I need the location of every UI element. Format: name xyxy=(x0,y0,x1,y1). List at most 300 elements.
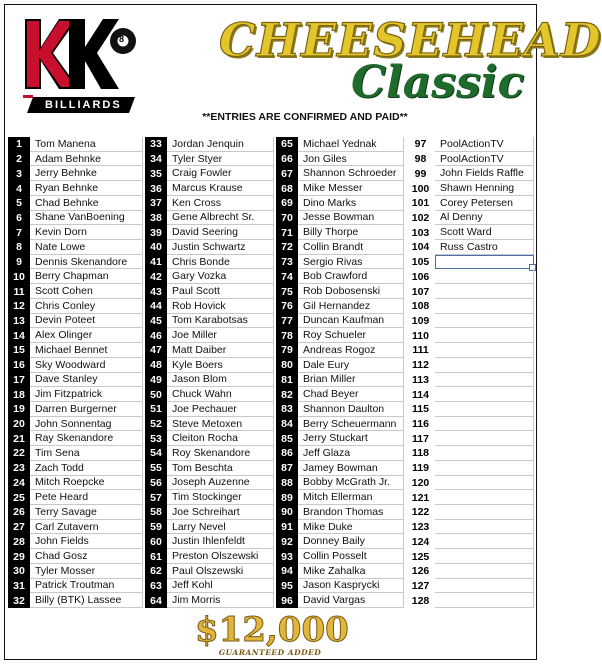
entry-row xyxy=(145,549,274,564)
entry-row xyxy=(406,137,534,152)
entry-row xyxy=(145,137,274,152)
entry-number: 26 xyxy=(8,505,30,520)
entry-number: 43 xyxy=(145,284,167,299)
entry-name-cell[interactable]: Gil Hernandez xyxy=(298,299,404,314)
entries-notice: **ENTRIES ARE CONFIRMED AND PAID** xyxy=(202,111,408,123)
entry-number: 7 xyxy=(8,225,30,240)
entry-number: 85 xyxy=(276,431,298,446)
entry-name-cell[interactable]: Chad Behnke xyxy=(30,196,143,211)
entry-row xyxy=(276,490,404,505)
entry-name-cell[interactable]: Cleiton Rocha xyxy=(167,431,274,446)
entry-number: 113 xyxy=(406,373,435,388)
entry-row xyxy=(276,166,404,181)
prize-note: GUARANTEED ADDED xyxy=(218,648,322,657)
entry-name-cell[interactable]: Sky Woodward xyxy=(30,358,143,373)
entry-name-cell[interactable]: Justin Ihlenfeldt xyxy=(167,534,274,549)
entry-row xyxy=(145,387,274,402)
entry-row xyxy=(145,314,274,329)
entry-name-cell[interactable]: Bobby McGrath Jr. xyxy=(298,476,404,491)
entry-row xyxy=(145,505,274,520)
entry-row xyxy=(145,328,274,343)
entry-row xyxy=(276,417,404,432)
entry-row xyxy=(406,152,534,167)
entry-row xyxy=(406,314,534,329)
entry-number: 76 xyxy=(276,299,298,314)
entry-number: 32 xyxy=(8,593,30,608)
entry-row xyxy=(8,402,143,417)
entry-row xyxy=(8,387,143,402)
entry-number: 75 xyxy=(276,284,298,299)
entry-name-cell[interactable]: Mitch Roepcke xyxy=(30,476,143,491)
entry-name-cell[interactable]: Jason Kasprycki xyxy=(298,579,404,594)
entry-name-cell[interactable]: Darren Burgerner xyxy=(30,402,143,417)
entry-number: 48 xyxy=(145,358,167,373)
entry-name-cell[interactable]: Dennis Skenandore xyxy=(30,255,143,270)
entry-name-cell[interactable]: Berry Scheuermann xyxy=(298,417,404,432)
entry-name-cell[interactable]: Bob Crawford xyxy=(298,269,404,284)
entry-row xyxy=(406,549,534,564)
entry-row xyxy=(145,579,274,594)
entry-name-cell[interactable]: Collin Posselt xyxy=(298,549,404,564)
prize-amount: $12,000 xyxy=(195,610,349,650)
entry-name-cell[interactable]: Jordan Jenquin xyxy=(167,137,274,152)
entry-row xyxy=(406,328,534,343)
entry-row xyxy=(145,358,274,373)
entry-number: 90 xyxy=(276,505,298,520)
entry-name-cell[interactable]: Michael Bennet xyxy=(30,343,143,358)
entry-name-cell[interactable]: Rob Dobosenski xyxy=(298,284,404,299)
entry-number: 83 xyxy=(276,402,298,417)
entry-name-cell[interactable]: David Vargas xyxy=(298,593,404,608)
entry-name-cell[interactable] xyxy=(435,505,534,520)
entry-number: 121 xyxy=(406,490,435,505)
entry-number: 106 xyxy=(406,269,435,284)
entry-row xyxy=(145,269,274,284)
entry-name-cell[interactable] xyxy=(435,358,534,373)
entry-name-cell[interactable]: Zach Todd xyxy=(30,461,143,476)
entry-row xyxy=(406,373,534,388)
entry-name-cell[interactable]: Jon Giles xyxy=(298,152,404,167)
entry-row xyxy=(406,181,534,196)
entry-row xyxy=(145,520,274,535)
entry-number: 109 xyxy=(406,314,435,329)
entry-name-cell[interactable]: Nate Lowe xyxy=(30,240,143,255)
entry-number: 42 xyxy=(145,269,167,284)
entry-number: 119 xyxy=(406,461,435,476)
entry-row xyxy=(8,196,143,211)
entry-name-cell[interactable]: Justin Schwartz xyxy=(167,240,274,255)
logo-ball-number: 8 xyxy=(119,34,125,44)
entry-name-cell[interactable] xyxy=(435,328,534,343)
entry-number: 102 xyxy=(406,211,435,226)
entry-name-cell[interactable]: PoolActionTV xyxy=(435,137,534,152)
entry-name-cell[interactable]: Jerry Stuckart xyxy=(298,431,404,446)
entry-number: 60 xyxy=(145,534,167,549)
entry-number: 28 xyxy=(8,534,30,549)
entry-name-cell[interactable]: Michael Yednak xyxy=(298,137,404,152)
entry-row xyxy=(276,534,404,549)
entry-name-cell[interactable]: PoolActionTV xyxy=(435,152,534,167)
entry-name-cell[interactable] xyxy=(435,343,534,358)
entry-row xyxy=(8,225,143,240)
entry-number: 24 xyxy=(8,476,30,491)
entry-name-cell[interactable]: Billy Thorpe xyxy=(298,225,404,240)
entry-number: 88 xyxy=(276,476,298,491)
entry-name-cell[interactable] xyxy=(435,373,534,388)
entry-name-cell[interactable]: Tom Manena xyxy=(30,137,143,152)
entry-name-cell[interactable]: John Fields xyxy=(30,534,143,549)
entry-name-cell[interactable]: Chris Bonde xyxy=(167,255,274,270)
entry-name-cell[interactable]: Preston Olszewski xyxy=(167,549,274,564)
entry-number: 5 xyxy=(8,196,30,211)
entry-row xyxy=(8,166,143,181)
entry-name-cell[interactable]: Russ Castro xyxy=(435,240,534,255)
entry-row xyxy=(406,358,534,373)
entry-name-cell[interactable]: Steve Metoxen xyxy=(167,417,274,432)
entry-row xyxy=(276,593,404,608)
entry-row xyxy=(145,402,274,417)
entry-name-cell[interactable]: Gene Albrecht Sr. xyxy=(167,211,274,226)
entry-number: 21 xyxy=(8,431,30,446)
entry-number: 67 xyxy=(276,166,298,181)
logo-billiards-text: BILLIARDS xyxy=(45,99,122,111)
entry-row xyxy=(406,564,534,579)
entry-name-cell[interactable]: Jim Morris xyxy=(167,593,274,608)
entry-name-cell[interactable]: Ken Cross xyxy=(167,196,274,211)
entry-number: 47 xyxy=(145,343,167,358)
entry-name-cell[interactable]: Terry Savage xyxy=(30,505,143,520)
entry-name-cell[interactable]: Dale Eury xyxy=(298,358,404,373)
entry-name-cell[interactable]: Tim Sena xyxy=(30,446,143,461)
title-classic: Classic xyxy=(351,57,525,108)
entry-row xyxy=(276,358,404,373)
entry-name-cell[interactable]: Devin Poteet xyxy=(30,314,143,329)
entry-name-cell[interactable]: Ryan Behnke xyxy=(30,181,143,196)
entry-number: 108 xyxy=(406,299,435,314)
entry-name-cell[interactable]: Shannon Schroeder xyxy=(298,166,404,181)
entry-row xyxy=(276,402,404,417)
entry-name-cell[interactable]: Joe Schreihart xyxy=(167,505,274,520)
entry-name-cell[interactable] xyxy=(435,520,534,535)
entry-number: 97 xyxy=(406,137,435,152)
entry-row xyxy=(276,564,404,579)
entry-name-cell[interactable] xyxy=(435,269,534,284)
entry-row xyxy=(8,343,143,358)
entry-number: 103 xyxy=(406,225,435,240)
entry-name-cell[interactable]: Joe Pechauer xyxy=(167,402,274,417)
entry-row xyxy=(8,505,143,520)
entry-number: 18 xyxy=(8,387,30,402)
entry-row xyxy=(406,255,534,270)
entry-name-cell[interactable]: Paul Olszewski xyxy=(167,564,274,579)
entry-number: 9 xyxy=(8,255,30,270)
entry-number: 115 xyxy=(406,402,435,417)
entry-name-cell[interactable]: Mike Messer xyxy=(298,181,404,196)
entry-name-cell[interactable]: Tom Beschta xyxy=(167,461,274,476)
entry-name-cell[interactable]: Roy Skenandore xyxy=(167,446,274,461)
entry-row xyxy=(276,314,404,329)
entry-row xyxy=(145,240,274,255)
entry-name-cell[interactable]: Mitch Ellerman xyxy=(298,490,404,505)
entry-name-cell[interactable]: Kevin Dorn xyxy=(30,225,143,240)
entry-number: 70 xyxy=(276,211,298,226)
entry-number: 78 xyxy=(276,328,298,343)
entry-number: 77 xyxy=(276,314,298,329)
entry-row xyxy=(406,593,534,608)
entry-row xyxy=(145,461,274,476)
entry-name-cell[interactable]: Chad Gosz xyxy=(30,549,143,564)
entry-name-cell[interactable]: Pete Heard xyxy=(30,490,143,505)
entry-name-cell[interactable] xyxy=(435,534,534,549)
entry-number: 23 xyxy=(8,461,30,476)
entry-name-cell[interactable]: Dino Marks xyxy=(298,196,404,211)
entry-number: 11 xyxy=(8,284,30,299)
entry-row xyxy=(145,211,274,226)
entry-row xyxy=(276,284,404,299)
entry-row xyxy=(276,225,404,240)
entry-name-cell[interactable] xyxy=(435,490,534,505)
entry-number: 82 xyxy=(276,387,298,402)
entry-row xyxy=(145,196,274,211)
entry-row xyxy=(145,255,274,270)
entry-row xyxy=(8,269,143,284)
entry-row xyxy=(406,417,534,432)
entry-row xyxy=(8,373,143,388)
entry-row xyxy=(8,358,143,373)
entry-number: 64 xyxy=(145,593,167,608)
entry-name-cell[interactable]: Kyle Boers xyxy=(167,358,274,373)
entry-number: 20 xyxy=(8,417,30,432)
entry-number: 19 xyxy=(8,402,30,417)
entry-name-cell[interactable]: Shannon Daulton xyxy=(298,402,404,417)
entry-name-cell[interactable] xyxy=(435,461,534,476)
entry-row xyxy=(276,343,404,358)
entry-row xyxy=(8,137,143,152)
entry-name-cell[interactable]: Tim Stockinger xyxy=(167,490,274,505)
entry-row xyxy=(406,476,534,491)
entry-row xyxy=(8,152,143,167)
title-cheesehead: CHEESEHEAD xyxy=(219,13,602,67)
entry-name-cell[interactable] xyxy=(435,564,534,579)
entry-name-cell[interactable]: Chris Conley xyxy=(30,299,143,314)
entry-name-cell[interactable]: Jason Blom xyxy=(167,373,274,388)
entry-row xyxy=(145,446,274,461)
entry-number: 49 xyxy=(145,373,167,388)
entry-name-cell[interactable]: Sergio Rivas xyxy=(298,255,404,270)
entry-name-cell[interactable]: John Fields Raffle xyxy=(435,166,534,181)
entry-row xyxy=(145,284,274,299)
entry-name-cell[interactable]: Ray Skenandore xyxy=(30,431,143,446)
entry-number: 59 xyxy=(145,520,167,535)
entry-row xyxy=(8,417,143,432)
entry-name-cell[interactable]: Roy Schueler xyxy=(298,328,404,343)
entry-name-cell[interactable] xyxy=(435,431,534,446)
entry-row xyxy=(406,446,534,461)
entry-row xyxy=(145,417,274,432)
entry-number: 114 xyxy=(406,387,435,402)
entry-number: 41 xyxy=(145,255,167,270)
entry-name-cell[interactable]: Jamey Bowman xyxy=(298,461,404,476)
entry-name-cell[interactable]: Alex Olinger xyxy=(30,328,143,343)
entry-number: 13 xyxy=(8,314,30,329)
entry-number: 50 xyxy=(145,387,167,402)
entry-name-cell[interactable]: Brandon Thomas xyxy=(298,505,404,520)
entry-name-cell[interactable] xyxy=(435,549,534,564)
entry-name-cell[interactable]: Paul Scott xyxy=(167,284,274,299)
entry-name-cell[interactable]: Jerry Behnke xyxy=(30,166,143,181)
entry-row xyxy=(8,299,143,314)
entry-name-cell[interactable]: Duncan Kaufman xyxy=(298,314,404,329)
entry-row xyxy=(8,579,143,594)
entry-name-cell[interactable]: Jesse Bowman xyxy=(298,211,404,226)
entry-name-cell[interactable]: Tyler Styer xyxy=(167,152,274,167)
entry-name-cell[interactable]: Rob Hovick xyxy=(167,299,274,314)
entry-row xyxy=(145,564,274,579)
entry-name-cell[interactable] xyxy=(435,387,534,402)
entry-name-cell[interactable] xyxy=(435,593,534,608)
entry-name-cell[interactable]: Marcus Krause xyxy=(167,181,274,196)
entry-number: 39 xyxy=(145,225,167,240)
entry-name-cell[interactable]: Dave Stanley xyxy=(30,373,143,388)
entry-name-cell[interactable] xyxy=(435,255,534,270)
entry-name-cell[interactable]: David Seering xyxy=(167,225,274,240)
entry-name-cell[interactable]: Carl Zutavern xyxy=(30,520,143,535)
entry-row xyxy=(406,299,534,314)
entry-name-cell[interactable]: Jim Fitzpatrick xyxy=(30,387,143,402)
entry-number: 93 xyxy=(276,549,298,564)
entry-name-cell[interactable] xyxy=(435,579,534,594)
entry-name-cell[interactable] xyxy=(435,417,534,432)
entry-name-cell[interactable]: Patrick Troutman xyxy=(30,579,143,594)
entry-name-cell[interactable] xyxy=(435,299,534,314)
entry-row xyxy=(145,476,274,491)
entry-number: 92 xyxy=(276,534,298,549)
entry-number: 53 xyxy=(145,431,167,446)
entry-number: 111 xyxy=(406,343,435,358)
entry-name-cell[interactable]: Chad Beyer xyxy=(298,387,404,402)
entry-row xyxy=(145,534,274,549)
entry-name-cell[interactable]: Shawn Henning xyxy=(435,181,534,196)
entry-row xyxy=(276,137,404,152)
entry-number: 44 xyxy=(145,299,167,314)
entry-number: 6 xyxy=(8,211,30,226)
entry-name-cell[interactable]: Andreas Rogoz xyxy=(298,343,404,358)
entry-row xyxy=(276,240,404,255)
entry-row xyxy=(145,490,274,505)
entry-number: 122 xyxy=(406,505,435,520)
entry-number: 55 xyxy=(145,461,167,476)
entry-row xyxy=(276,476,404,491)
entry-name-cell[interactable]: Corey Petersen xyxy=(435,196,534,211)
entry-row xyxy=(145,299,274,314)
entry-number: 4 xyxy=(8,181,30,196)
entry-name-cell[interactable]: Mike Duke xyxy=(298,520,404,535)
entry-name-cell[interactable]: Chuck Wahn xyxy=(167,387,274,402)
entry-number: 66 xyxy=(276,152,298,167)
entry-number: 61 xyxy=(145,549,167,564)
entry-name-cell[interactable]: Scott Ward xyxy=(435,225,534,240)
entry-name-cell[interactable]: Brian Miller xyxy=(298,373,404,388)
entry-row xyxy=(406,431,534,446)
entry-row xyxy=(145,431,274,446)
entry-name-cell[interactable]: Adam Behnke xyxy=(30,152,143,167)
entry-number: 31 xyxy=(8,579,30,594)
entry-row xyxy=(276,461,404,476)
entry-row xyxy=(8,593,143,608)
entry-row xyxy=(406,240,534,255)
entry-number: 110 xyxy=(406,328,435,343)
entry-name-cell[interactable]: Gary Vozka xyxy=(167,269,274,284)
entry-row xyxy=(8,211,143,226)
entry-row xyxy=(145,181,274,196)
entry-number: 100 xyxy=(406,181,435,196)
entry-name-cell[interactable]: Craig Fowler xyxy=(167,166,274,181)
entry-name-cell[interactable] xyxy=(435,402,534,417)
entry-name-cell[interactable]: Joseph Auzenne xyxy=(167,476,274,491)
entry-name-cell[interactable]: John Sonnentag xyxy=(30,417,143,432)
entry-number: 105 xyxy=(406,255,435,270)
entry-row xyxy=(8,564,143,579)
entries-column xyxy=(145,137,274,608)
entry-name-cell[interactable]: Jeff Glaza xyxy=(298,446,404,461)
entry-number: 99 xyxy=(406,166,435,181)
entry-name-cell[interactable]: Jeff Kohl xyxy=(167,579,274,594)
entry-number: 52 xyxy=(145,417,167,432)
entry-row xyxy=(8,255,143,270)
entry-row xyxy=(276,373,404,388)
entry-row xyxy=(406,343,534,358)
entry-name-cell[interactable] xyxy=(435,314,534,329)
entry-number: 2 xyxy=(8,152,30,167)
entry-number: 112 xyxy=(406,358,435,373)
entry-row xyxy=(8,431,143,446)
entry-number: 10 xyxy=(8,269,30,284)
entry-number: 40 xyxy=(145,240,167,255)
entry-number: 1 xyxy=(8,137,30,152)
entry-name-cell[interactable]: Berry Chapman xyxy=(30,269,143,284)
entry-number: 37 xyxy=(145,196,167,211)
entry-name-cell[interactable]: Joe Miller xyxy=(167,328,274,343)
kk-billiards-logo xyxy=(19,13,139,117)
entry-name-cell[interactable]: Collin Brandt xyxy=(298,240,404,255)
entry-row xyxy=(8,328,143,343)
entry-name-cell[interactable]: Mike Zahalka xyxy=(298,564,404,579)
entry-row xyxy=(8,446,143,461)
entry-name-cell[interactable]: Donney Baily xyxy=(298,534,404,549)
entry-name-cell[interactable]: Shane VanBoening xyxy=(30,211,143,226)
entry-row xyxy=(406,520,534,535)
entry-name-cell[interactable]: Scott Cohen xyxy=(30,284,143,299)
entry-number: 96 xyxy=(276,593,298,608)
entry-name-cell[interactable] xyxy=(435,284,534,299)
entry-number: 33 xyxy=(145,137,167,152)
entry-row xyxy=(276,549,404,564)
entry-name-cell[interactable]: Tom Karabotsas xyxy=(167,314,274,329)
entry-row xyxy=(8,520,143,535)
entry-number: 45 xyxy=(145,314,167,329)
entry-number: 104 xyxy=(406,240,435,255)
entry-name-cell[interactable] xyxy=(435,446,534,461)
entry-name-cell[interactable]: Billy (BTK) Lassee xyxy=(30,593,143,608)
entry-name-cell[interactable]: Tyler Mosser xyxy=(30,564,143,579)
entry-row xyxy=(406,166,534,181)
entry-name-cell[interactable]: Matt Daiber xyxy=(167,343,274,358)
entry-name-cell[interactable] xyxy=(435,476,534,491)
entry-name-cell[interactable]: Al Denny xyxy=(435,211,534,226)
entry-name-cell[interactable]: Larry Nevel xyxy=(167,520,274,535)
entry-row xyxy=(8,490,143,505)
entry-row xyxy=(276,299,404,314)
